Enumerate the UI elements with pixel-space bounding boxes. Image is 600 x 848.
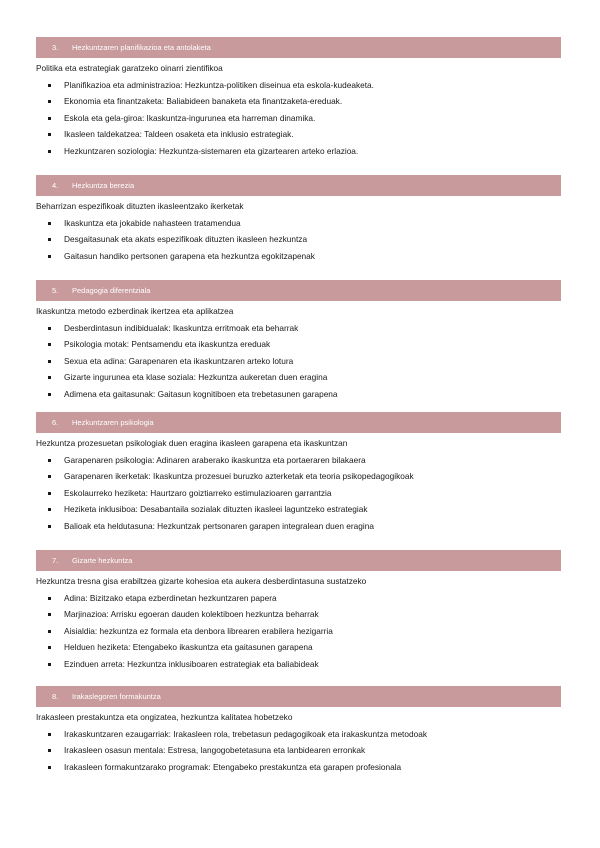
section-number: 5.	[52, 286, 59, 295]
bullet-icon	[48, 150, 51, 153]
list-item	[36, 356, 561, 367]
list-item-text: Garapenaren psikologia: Adinaren araberako ikaskuntza eta portaeraren bilakaera	[64, 454, 366, 465]
list-item	[36, 745, 561, 756]
section-number: 8.	[52, 692, 59, 701]
bullet-icon	[48, 613, 51, 616]
section-header-bar	[36, 412, 561, 433]
section-gizarte-hezkuntza	[36, 550, 561, 670]
section-title: Hezkuntzaren psikologia	[72, 418, 154, 427]
bullet-icon	[48, 663, 51, 666]
list-item	[36, 372, 561, 383]
bullet-icon	[48, 255, 51, 258]
list-item-text: Adina: Bizitzako etapa ezberdinetan hezkuntzaren papera	[64, 592, 277, 603]
list-item-text: Ekonomia eta finantzaketa: Baliabideen banaketa eta finantzaketa-ereduak.	[64, 96, 343, 106]
bullet-icon	[48, 133, 51, 136]
bullet-icon	[48, 525, 51, 528]
list-item-text: Ikaskuntza eta jokabide nahasteen tratamendua	[64, 217, 241, 228]
list-item	[36, 729, 561, 740]
list-item-text: Hezkuntzaren soziologia: Hezkuntza-sistemaren eta gizartearen arteko erlazioa.	[64, 145, 359, 156]
section-intro: Beharrizan espezifikoak dituzten ikasleentzako ikerketak	[36, 201, 244, 211]
list-item	[36, 251, 561, 262]
bullet-icon	[48, 343, 51, 346]
list-item-text: Desgaitasunak eta akats espezifikoak dituzten ikasleen hezkuntza	[64, 234, 308, 244]
list-item-text: Marjinazioa: Arrisku egoeran dauden kolektiboen hezkuntza beharrak	[64, 609, 319, 619]
section-hezkuntza-berezia	[36, 175, 561, 262]
section-header-bar	[36, 550, 561, 571]
section-title: Hezkuntza berezia	[72, 181, 135, 190]
bullet-icon	[48, 238, 51, 241]
list-item-text: Adimena eta gaitasunak: Gaitasun kognitiboen eta trebetasunen garapena	[64, 388, 338, 399]
list-item	[36, 389, 561, 400]
list-item	[36, 218, 561, 229]
list-item-text: Sexua eta adina: Garapenaren eta ikaskuntzaren arteko lotura	[64, 355, 294, 366]
section-header-bar	[36, 280, 561, 301]
bullet-icon	[48, 84, 51, 87]
list-item	[36, 113, 561, 124]
section-planifikazioa	[36, 37, 561, 157]
list-item-text: Irakasleen osasun mentala: Estresa, langogobetetasuna eta lanbidearen erronkak	[64, 745, 366, 755]
bullet-icon	[48, 376, 51, 379]
list-item	[36, 762, 561, 773]
list-item	[36, 521, 561, 532]
section-number: 6.	[52, 418, 59, 427]
list-item	[36, 471, 561, 482]
bullet-icon	[48, 117, 51, 120]
list-item	[36, 609, 561, 620]
bullet-icon	[48, 492, 51, 495]
bullet-list	[36, 593, 561, 670]
list-item	[36, 129, 561, 140]
list-item	[36, 642, 561, 653]
list-item	[36, 626, 561, 637]
section-intro: Hezkuntza prozesuetan psikologiak duen eragina ikasleen garapena eta ikaskuntzan	[36, 438, 348, 448]
bullet-icon	[48, 749, 51, 752]
section-title: Gizarte hezkuntza	[72, 556, 133, 565]
bullet-list	[36, 323, 561, 400]
list-item	[36, 455, 561, 466]
list-item	[36, 339, 561, 350]
section-header-bar	[36, 37, 561, 58]
section-hezkuntzaren-psikologia	[36, 412, 561, 532]
bullet-icon	[48, 508, 51, 511]
bullet-list	[36, 455, 561, 532]
bullet-icon	[48, 393, 51, 396]
list-item-text: Desberdintasun indibidualak: Ikaskuntza erritmoak eta beharrak	[64, 322, 299, 333]
list-item	[36, 659, 561, 670]
list-item-text: Eskola eta gela-giroa: Ikaskuntza-ingurunea eta harreman dinamika.	[64, 112, 316, 123]
bullet-icon	[48, 100, 51, 103]
list-item	[36, 488, 561, 499]
bullet-list	[36, 218, 561, 262]
section-pedagogia-diferentziala	[36, 280, 561, 400]
section-intro: Politika eta estrategiak garatzeko oinarri zientifikoa	[36, 63, 223, 73]
list-item	[36, 593, 561, 604]
list-item	[36, 234, 561, 245]
list-item-text: Aisialdia: hezkuntza ez formala eta denbora librearen erabilera hezigarria	[64, 625, 333, 636]
section-title: Irakaslegoren formakuntza	[72, 692, 161, 701]
list-item	[36, 146, 561, 157]
list-item-text: Gaitasun handiko pertsonen garapena eta hezkuntza egokitzapenak	[64, 250, 315, 261]
bullet-icon	[48, 475, 51, 478]
section-number: 3.	[52, 43, 59, 52]
section-number: 7.	[52, 556, 59, 565]
bullet-icon	[48, 360, 51, 363]
list-item	[36, 323, 561, 334]
list-item-text: Gizarte ingurunea eta klase soziala: Hezkuntza aukeretan duen eragina	[64, 372, 328, 382]
section-intro: Hezkuntza tresna gisa erabiltzea gizarte kohesioa eta aukera desberdintasuna sustatzeko	[36, 576, 367, 586]
list-item	[36, 96, 561, 107]
list-item-text: Balioak eta heldutasuna: Hezkuntzak pertsonaren garapen integralean duen eragina	[64, 520, 374, 531]
section-header-bar	[36, 175, 561, 196]
section-header-bar	[36, 686, 561, 707]
bullet-list	[36, 729, 561, 773]
list-item-text: Eskolaurreko heziketa: Haurtzaro goiztiarreko estimulazioaren garrantzia	[64, 487, 332, 498]
list-item	[36, 80, 561, 91]
list-item-text: Ikasleen taldekatzea: Taldeen osaketa eta inklusio estrategiak.	[64, 129, 294, 139]
bullet-icon	[48, 597, 51, 600]
list-item-text: Planifikazioa eta administrazioa: Hezkuntza-politiken diseinua eta eskola-kudeaketa.	[64, 79, 374, 90]
section-title: Pedagogia diferentziala	[72, 286, 151, 295]
bullet-icon	[48, 222, 51, 225]
bullet-icon	[48, 733, 51, 736]
section-intro: Irakasleen prestakuntza eta ongizatea, hezkuntza kalitatea hobetzeko	[36, 712, 293, 722]
section-number: 4.	[52, 181, 59, 190]
list-item-text: Garapenaren ikerketak: Ikaskuntza prozesuei buruzko azterketak eta teoria psikopedagogikoak	[64, 471, 414, 481]
section-title: Hezkuntzaren planifikazioa eta antolaketa	[72, 43, 211, 52]
list-item-text: Psikologia motak: Pentsamendu eta ikaskuntza ereduak	[64, 339, 271, 349]
section-irakaslegoren-formakuntza	[36, 686, 561, 773]
list-item-text: Helduen heziketa: Etengabeko ikaskuntza eta gaitasunen garapena	[64, 642, 313, 652]
section-intro: Ikaskuntza metodo ezberdinak ikertzea eta aplikatzea	[36, 306, 234, 316]
list-item-text: Ezinduen arreta: Hezkuntza inklusiboaren estrategiak eta baliabideak	[64, 658, 319, 669]
list-item-text: Irakaskuntzaren ezaugarriak: Irakasleen rola, trebetasun pedagogikoak eta irakaskuntza metodoak	[64, 728, 427, 739]
list-item-text: Irakasleen formakuntzarako programak: Etengabeko prestakuntza eta garapen profesionala	[64, 761, 402, 772]
bullet-icon	[48, 646, 51, 649]
bullet-icon	[48, 459, 51, 462]
bullet-list	[36, 80, 561, 157]
bullet-icon	[48, 766, 51, 769]
list-item-text: Heziketa inklusiboa: Desabantaila sozialak dituzten ikasleei laguntzeko estrategiak	[64, 504, 368, 514]
bullet-icon	[48, 327, 51, 330]
bullet-icon	[48, 630, 51, 633]
list-item	[36, 504, 561, 515]
